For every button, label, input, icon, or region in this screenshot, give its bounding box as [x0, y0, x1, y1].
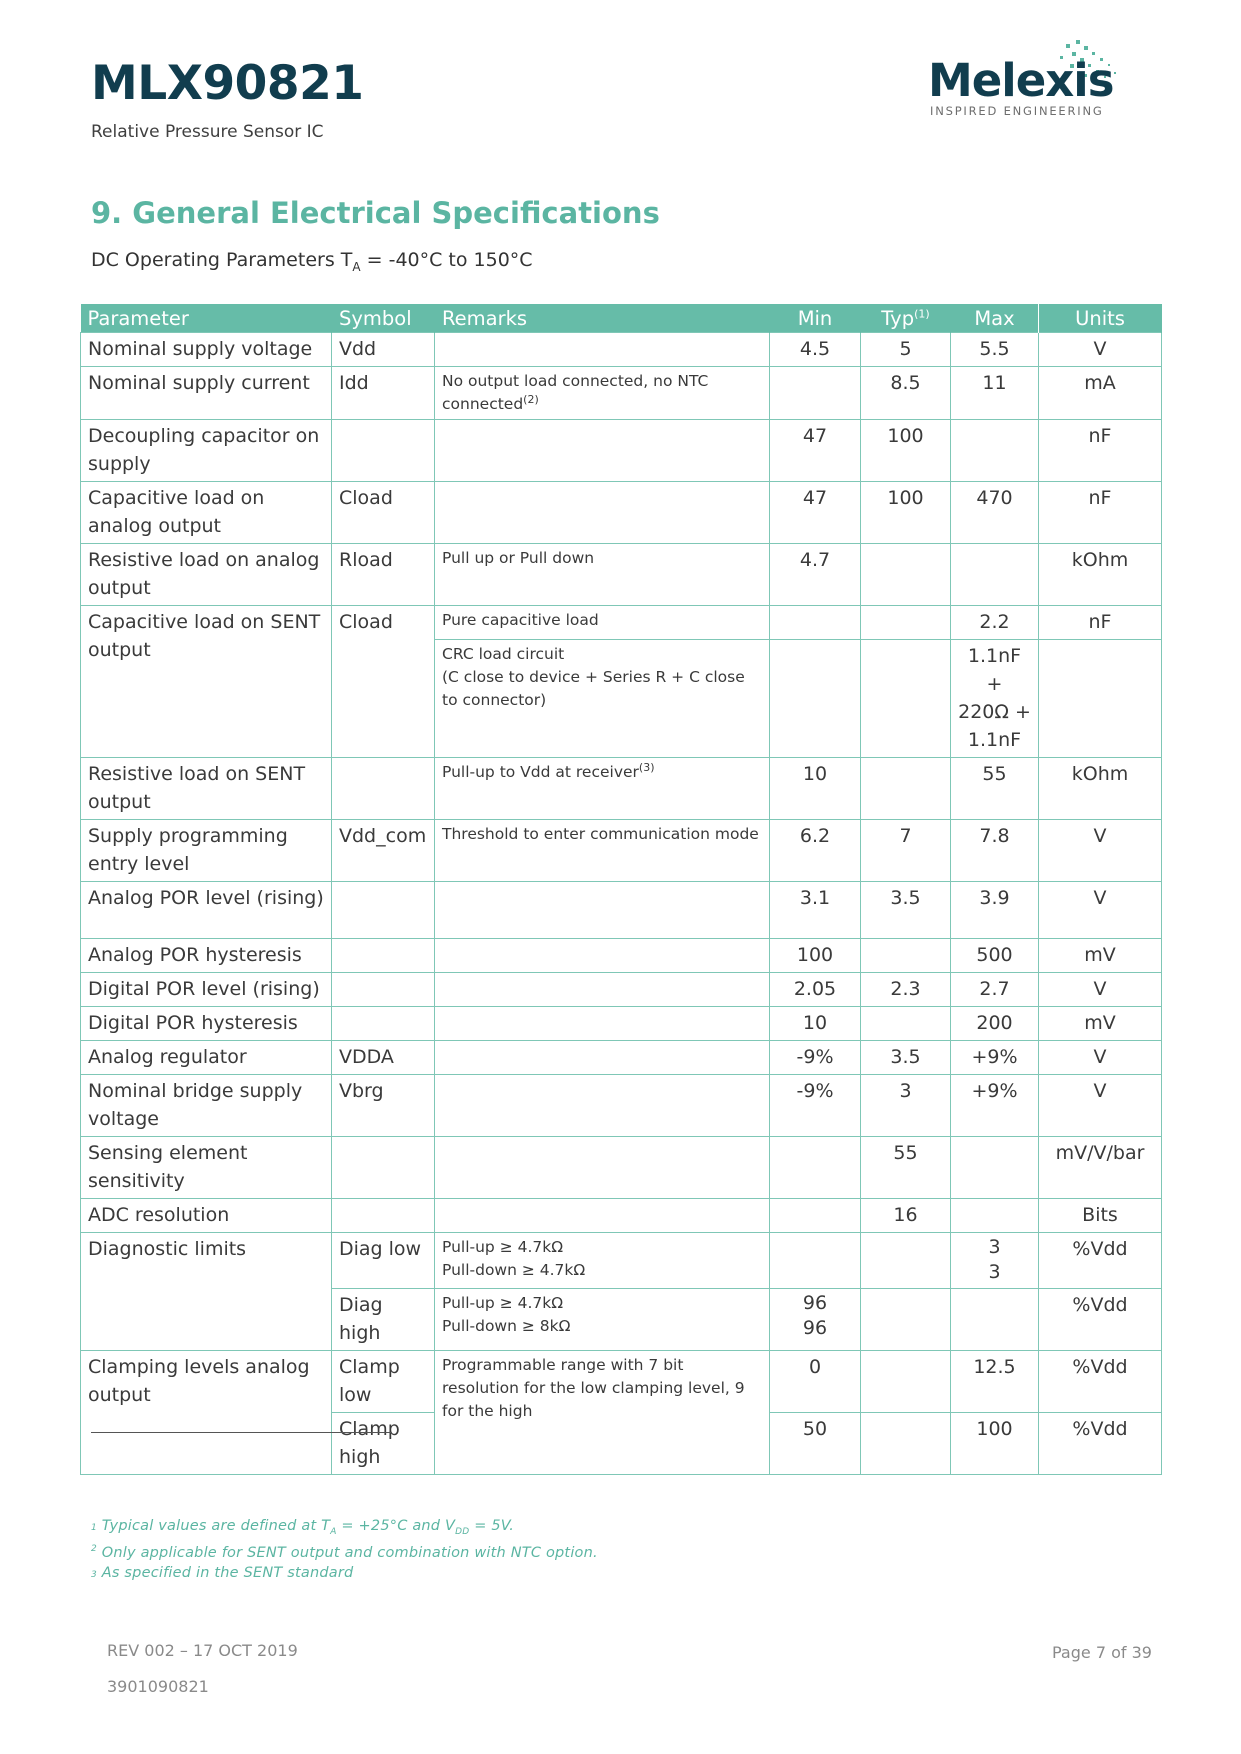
cell-parameter: Decoupling capacitor on supply [81, 420, 332, 482]
cell-typ [861, 544, 951, 606]
cell-min: 3.1 [770, 882, 861, 939]
cell-typ [861, 1413, 951, 1475]
cell-typ [861, 640, 951, 758]
cell-max [951, 544, 1039, 606]
cell-max: 55 [951, 758, 1039, 820]
cell-parameter: Clamping levels analog output [81, 1351, 332, 1475]
cell-remarks [435, 1137, 770, 1199]
cell-units: V [1039, 333, 1162, 367]
cell-symbol [332, 758, 435, 820]
footnote-sub: DD [455, 1526, 470, 1537]
remarks-text: Pull-up to Vdd at receiver [442, 763, 639, 781]
cell-typ [861, 606, 951, 640]
table-row [81, 973, 1162, 1007]
cell-typ: 100 [861, 420, 951, 482]
cell-units: V [1039, 973, 1162, 1007]
cell-remarks [435, 640, 770, 758]
footnote-sub: A [330, 1526, 337, 1537]
cell-min: -9% [770, 1041, 861, 1075]
max-line: 1.1nF + [967, 645, 1022, 695]
cell-symbol: Idd [332, 367, 435, 420]
cell-min: 4.7 [770, 544, 861, 606]
cell-typ [861, 1289, 951, 1351]
logo-wordmark: Melexis [928, 54, 1114, 107]
cell-symbol [332, 420, 435, 482]
cell-min [770, 1137, 861, 1199]
cell-remarks [435, 1199, 770, 1233]
cell-typ: 55 [861, 1137, 951, 1199]
cell-max [951, 640, 1039, 758]
footnote-text: Only applicable for SENT output and combination with NTC option. [96, 1544, 598, 1561]
cell-remarks [435, 482, 770, 544]
cell-max: 2.2 [951, 606, 1039, 640]
cell-max: 500 [951, 939, 1039, 973]
table-row [81, 1137, 1162, 1199]
cell-parameter: Capacitive load on SENT output [81, 606, 332, 758]
table-row [81, 420, 1162, 482]
cell-units: %Vdd [1039, 1289, 1162, 1351]
cell-units: mV/V/bar [1039, 1137, 1162, 1199]
cell-units: V [1039, 1075, 1162, 1137]
header-remarks: Remarks [435, 304, 770, 333]
cell-parameter: Nominal supply voltage [81, 333, 332, 367]
cell-remarks [435, 1041, 770, 1075]
cell-parameter: Analog POR level (rising) [81, 882, 332, 939]
header-typ [861, 304, 951, 333]
footnote-mark: 3 [91, 1570, 97, 1580]
cell-parameter: Digital POR level (rising) [81, 973, 332, 1007]
cell-min: 10 [770, 1007, 861, 1041]
cell-parameter: Digital POR hysteresis [81, 1007, 332, 1041]
footnote-text: = +25°C and V [336, 1518, 456, 1534]
cell-units: nF [1039, 420, 1162, 482]
cell-units: Bits [1039, 1199, 1162, 1233]
cell-typ: 3 [861, 1075, 951, 1137]
cell-units: %Vdd [1039, 1233, 1162, 1289]
remarks-line: Pull-down ≥ 4.7kΩ [442, 1261, 586, 1279]
table-row [81, 1351, 1162, 1413]
cell-units: V [1039, 820, 1162, 882]
header-parameter: Parameter [81, 304, 332, 333]
cell-parameter: ADC resolution [81, 1199, 332, 1233]
cell-min: -9% [770, 1075, 861, 1137]
cell-parameter: Analog regulator [81, 1041, 332, 1075]
product-title: MLX90821 [91, 56, 364, 111]
cell-min: 47 [770, 420, 861, 482]
cell-max: 7.8 [951, 820, 1039, 882]
cell-symbol: Clamp low [332, 1351, 435, 1413]
cell-units: nF [1039, 606, 1162, 640]
cell-remarks [435, 882, 770, 939]
cell-typ: 7 [861, 820, 951, 882]
cell-max [951, 1137, 1039, 1199]
cell-units: %Vdd [1039, 1351, 1162, 1413]
table-row [81, 758, 1162, 820]
cell-parameter: Sensing element sensitivity [81, 1137, 332, 1199]
cell-symbol: Cload [332, 482, 435, 544]
cell-typ [861, 1351, 951, 1413]
table-row [81, 482, 1162, 544]
footnote-2 [91, 1544, 598, 1561]
cell-max: 100 [951, 1413, 1039, 1475]
max-line: 220Ω + [958, 701, 1031, 723]
section-heading: 9. General Electrical Specifications [91, 196, 660, 230]
cell-units: %Vdd [1039, 1413, 1162, 1475]
cell-max: +9% [951, 1075, 1039, 1137]
cell-units: kOhm [1039, 544, 1162, 606]
min-line: 96 [802, 1317, 828, 1339]
remarks-line: CRC load circuit [442, 645, 565, 663]
footnote-1 [91, 1518, 514, 1537]
cell-remarks: Programmable range with 7 bit resolution for the low clamping level, 9 for the high [435, 1351, 770, 1475]
cell-parameter: Resistive load on analog output [81, 544, 332, 606]
max-line: 1.1nF [967, 729, 1022, 751]
table-row [81, 333, 1162, 367]
cell-typ: 2.3 [861, 973, 951, 1007]
cell-remarks: Pull up or Pull down [435, 544, 770, 606]
table-row [81, 1199, 1162, 1233]
cell-parameter: Analog POR hysteresis [81, 939, 332, 973]
cell-symbol: Diag low [332, 1233, 435, 1289]
cell-min [770, 1289, 861, 1351]
cell-units [1039, 640, 1162, 758]
intro-sub: A [352, 259, 361, 274]
cell-typ: 5 [861, 333, 951, 367]
table-row [81, 1075, 1162, 1137]
cell-max [951, 420, 1039, 482]
table-row [81, 882, 1162, 939]
cell-symbol: Clamp high [332, 1413, 435, 1475]
cell-units: V [1039, 1041, 1162, 1075]
cell-symbol: Cload [332, 606, 435, 758]
cell-units: mA [1039, 367, 1162, 420]
intro-post: = -40°C to 150°C [360, 249, 533, 271]
cell-units: V [1039, 882, 1162, 939]
cell-remarks [435, 1007, 770, 1041]
cell-max: 470 [951, 482, 1039, 544]
cell-max [951, 1233, 1039, 1289]
intro-pre: DC Operating Parameters T [91, 249, 353, 271]
cell-symbol [332, 1137, 435, 1199]
max-line: 3 [988, 1236, 1001, 1258]
footnote-text: = 5V. [469, 1518, 515, 1534]
cell-min [770, 1199, 861, 1233]
cell-remarks [435, 758, 770, 820]
cell-parameter: Diagnostic limits [81, 1233, 332, 1351]
cell-max: +9% [951, 1041, 1039, 1075]
table-row [81, 939, 1162, 973]
cell-max: 11 [951, 367, 1039, 420]
table-row [81, 1007, 1162, 1041]
cell-symbol: Vdd [332, 333, 435, 367]
cell-typ: 3.5 [861, 1041, 951, 1075]
min-line: 96 [802, 1292, 828, 1314]
cell-typ: 8.5 [861, 367, 951, 420]
cell-max [951, 1199, 1039, 1233]
cell-units: kOhm [1039, 758, 1162, 820]
cell-symbol: Rload [332, 544, 435, 606]
cell-max [951, 1289, 1039, 1351]
cell-remarks [435, 1289, 770, 1351]
cell-typ: 3.5 [861, 882, 951, 939]
section-intro [91, 249, 533, 274]
cell-remarks: Pure capacitive load [435, 606, 770, 640]
header-max: Max [951, 304, 1039, 333]
table-row [81, 544, 1162, 606]
remarks-line: (C close to device + Series R + C close to connector) [442, 668, 745, 709]
cell-max: 12.5 [951, 1351, 1039, 1413]
logo-tagline: INSPIRED ENGINEERING [930, 104, 1104, 118]
footnote-text: Typical values are defined at T [96, 1518, 331, 1534]
cell-max: 5.5 [951, 333, 1039, 367]
footnote-mark: 2 [91, 1544, 97, 1554]
remarks-line: Pull-up ≥ 4.7kΩ [442, 1238, 564, 1256]
cell-symbol: Vdd_com [332, 820, 435, 882]
cell-min: 4.5 [770, 333, 861, 367]
cell-remarks [435, 973, 770, 1007]
cell-typ [861, 1233, 951, 1289]
table-row [81, 1233, 1162, 1289]
spec-table [80, 304, 1162, 1475]
cell-min [770, 640, 861, 758]
header-typ-label: Typ [881, 306, 915, 330]
cell-symbol: Diag high [332, 1289, 435, 1351]
cell-min: 0 [770, 1351, 861, 1413]
cell-typ [861, 939, 951, 973]
cell-remarks [435, 367, 770, 420]
footer-revision: REV 002 – 17 OCT 2019 [107, 1641, 298, 1660]
footnote-divider [91, 1432, 391, 1433]
cell-symbol [332, 939, 435, 973]
footnote-3 [91, 1565, 353, 1581]
cell-max: 3.9 [951, 882, 1039, 939]
remarks-note: (2) [523, 392, 539, 406]
header-typ-note: (1) [914, 307, 930, 320]
table-row [81, 820, 1162, 882]
cell-remarks [435, 333, 770, 367]
cell-units: mV [1039, 1007, 1162, 1041]
cell-typ: 16 [861, 1199, 951, 1233]
cell-remarks [435, 939, 770, 973]
remarks-line: Pull-down ≥ 8kΩ [442, 1317, 571, 1335]
cell-min: 50 [770, 1413, 861, 1475]
remarks-text: No output load connected, no NTC connected [442, 372, 709, 413]
table-row [81, 1041, 1162, 1075]
header-units: Units [1039, 304, 1162, 333]
cell-min: 100 [770, 939, 861, 973]
table-row [81, 367, 1162, 420]
cell-min [770, 606, 861, 640]
cell-symbol [332, 882, 435, 939]
cell-parameter: Nominal bridge supply voltage [81, 1075, 332, 1137]
cell-min: 2.05 [770, 973, 861, 1007]
cell-symbol [332, 1007, 435, 1041]
footnote-mark: 1 [91, 1523, 97, 1533]
remarks-note: (3) [638, 760, 655, 774]
cell-typ [861, 1007, 951, 1041]
cell-parameter: Capacitive load on analog output [81, 482, 332, 544]
cell-min: 6.2 [770, 820, 861, 882]
product-subtitle: Relative Pressure Sensor IC [91, 122, 324, 142]
cell-remarks: Threshold to enter communication mode [435, 820, 770, 882]
max-line: 3 [988, 1261, 1001, 1283]
cell-symbol: VDDA [332, 1041, 435, 1075]
remarks-line: Pull-up ≥ 4.7kΩ [442, 1294, 564, 1312]
cell-units: nF [1039, 482, 1162, 544]
cell-min: 47 [770, 482, 861, 544]
cell-remarks [435, 1075, 770, 1137]
cell-min [770, 1233, 861, 1289]
melexis-logo [928, 38, 1138, 128]
cell-remarks [435, 420, 770, 482]
cell-max: 2.7 [951, 973, 1039, 1007]
cell-symbol [332, 973, 435, 1007]
table-row [81, 606, 1162, 640]
cell-parameter: Nominal supply current [81, 367, 332, 420]
cell-typ [861, 758, 951, 820]
cell-min [770, 367, 861, 420]
cell-remarks [435, 1233, 770, 1289]
cell-typ: 100 [861, 482, 951, 544]
cell-symbol [332, 1199, 435, 1233]
cell-parameter: Supply programming entry level [81, 820, 332, 882]
footer-doc-number: 3901090821 [107, 1677, 209, 1696]
header-symbol: Symbol [332, 304, 435, 333]
footnote-text: As specified in the SENT standard [96, 1565, 354, 1581]
cell-max: 200 [951, 1007, 1039, 1041]
cell-min: 10 [770, 758, 861, 820]
cell-parameter: Resistive load on SENT output [81, 758, 332, 820]
table-header-row [81, 304, 1162, 333]
footer-page-number: Page 7 of 39 [1052, 1643, 1152, 1662]
header-min: Min [770, 304, 861, 333]
cell-units: mV [1039, 939, 1162, 973]
cell-symbol: Vbrg [332, 1075, 435, 1137]
